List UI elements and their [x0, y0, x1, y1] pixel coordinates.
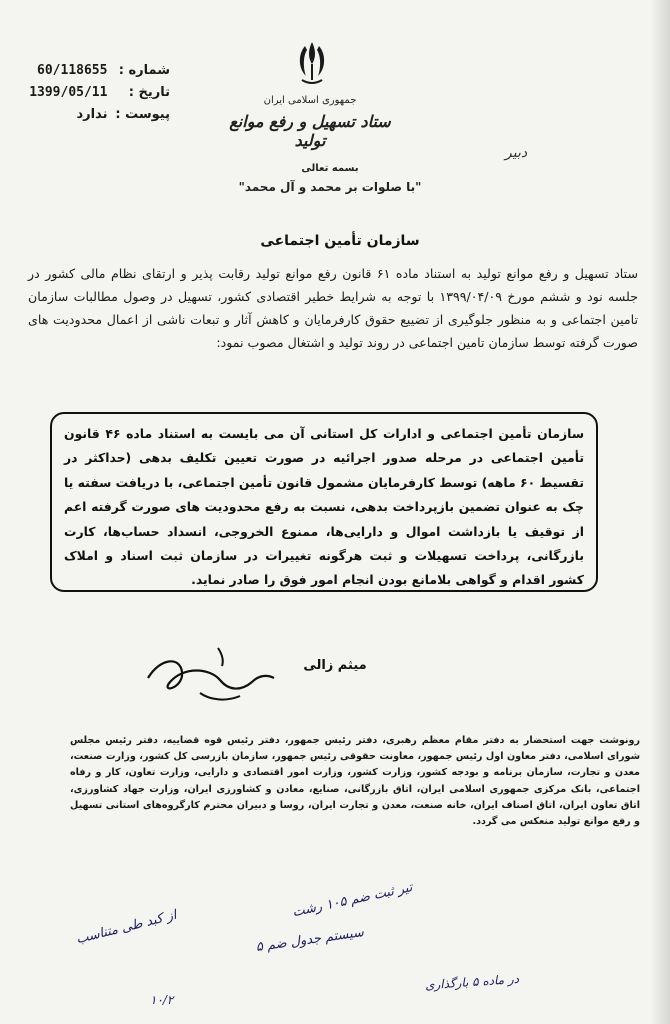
page-edge-shadow [650, 0, 670, 1024]
resolution-box [50, 412, 598, 592]
handwritten-note-1: تیر ثبت ضم ۱۰۵ رشت [291, 880, 414, 921]
attachment-row [30, 104, 170, 126]
resolution-text: سازمان تأمین اجتماعی و ادارات کل استانی آن می بایست به استناد ماده ۴۶ قانون تأمین اجتماعی در مرحله صدور اجرائیه در صورت تعیین تکلیف بدهی (حداکثر در تقسیط ۶۰ ماهه) توسط کارفرمایان مشمول قانون تأمین اجتماعی، با دریافت سفته یا چک به عنوان تضمین بازپرداخت بدهی، نسبت به رفع محدودیت های صورت گرفته اعم از توقیف یا بازداشت اموال و دارایی‌ها، ممنوع الخروجی، انسداد حساب‌ها، کارت بازرگانی، پرداخت تسهیلات و ثبت هرگونه تغییرات در سازمان ثبت اسناد و املاک کشور اقدام و گواهی بلامانع بودن انجام امور فوق را صادر نماید. [64, 426, 585, 588]
number-label: شماره : [118, 63, 170, 78]
recipient-title: سازمان تأمین اجتماعی [260, 233, 420, 249]
date-row [30, 82, 170, 104]
letter-body: ستاد تسهیل و رفع موانع تولید به استناد ماده ۶۱ قانون رفع موانع تولید رقابت پذیر و ارتقای نظام مالی کشور در جلسه نود و ششم مورخ ۱۳۹۹/۰۴/۰۹ با توجه به شرایط خطیر اقتصادی کشور، تسهیل در وصول مطالبات سازمان تامین اجتماعی و به منظور جلوگیری از تضییع حقوق کارفرمایان و کاهش آثار و تبعات ناشی از اعمال محدودیت های صورت گرفته توسط سازمان تامین اجتماعی در روند تولید و اشتغال مصوب نمود: [28, 266, 638, 350]
salavat-line: "با صلوات بر محمد و آل محمد" [238, 180, 422, 194]
copies-list: رونوشت جهت استحضار به دفتر مقام معظم رهبری، دفتر رئیس جمهور، دفتر رئیس قوه قضاییه، دفتر رئیس مجلس شورای اسلامی، دفتر معاون اول رئیس جمهور، معاونت حقوقی رئیس جمهور، سازمان بازرسی کل کشور، وزارت صنعت، معدن و تجارت، سازمان برنامه و بودجه کشور، وزارت کشور، وزارت امور اقتصادی و دارایی، وزارت تعاون، کار و رفاه اجتماعی، بانک مرکزی جمهوری اسلامی ایران، اتاق بازرگانی، صنایع، معادن و کشاورزی ایران، وزارت جهاد کشاورزی، اتاق تعاون ایران، اتاق اصناف ایران، خانه صنعت، معدن و تجارت ایران، روسا و دبیران محترم کارگروه‌های استانی تسهیل و رفع موانع تولید منعکس می گردد. [70, 735, 640, 828]
headquarters-title: ستاد تسهیل و رفع موانع تولید [229, 112, 391, 150]
signer-name: میثم زالی [303, 658, 367, 673]
bismillah: بسمه تعالی [301, 163, 359, 174]
iran-emblem-icon [292, 38, 332, 88]
handwritten-signature [140, 638, 280, 718]
attachment-value: ندارد [76, 107, 108, 122]
number-value: 60/118655 [37, 63, 108, 78]
number-row [30, 60, 170, 82]
handwritten-note-3: از کبد طی متناسب [74, 907, 179, 948]
date-label: تاریخ : [128, 85, 170, 100]
republic-title: جمهوری اسلامی ایران [263, 95, 357, 106]
attachment-label: پیوست : [115, 107, 170, 122]
date-value: 1399/05/11 [29, 85, 108, 100]
handwritten-note-4: در ماده ۵ بارگذاری [424, 971, 520, 993]
secretary-label: دبیر [505, 145, 528, 161]
handwritten-note-2: سیستم جدول ضم ۵ [255, 925, 365, 956]
handwritten-note-5: ۱۰/۲ [150, 993, 174, 1007]
letter-meta [30, 60, 170, 126]
